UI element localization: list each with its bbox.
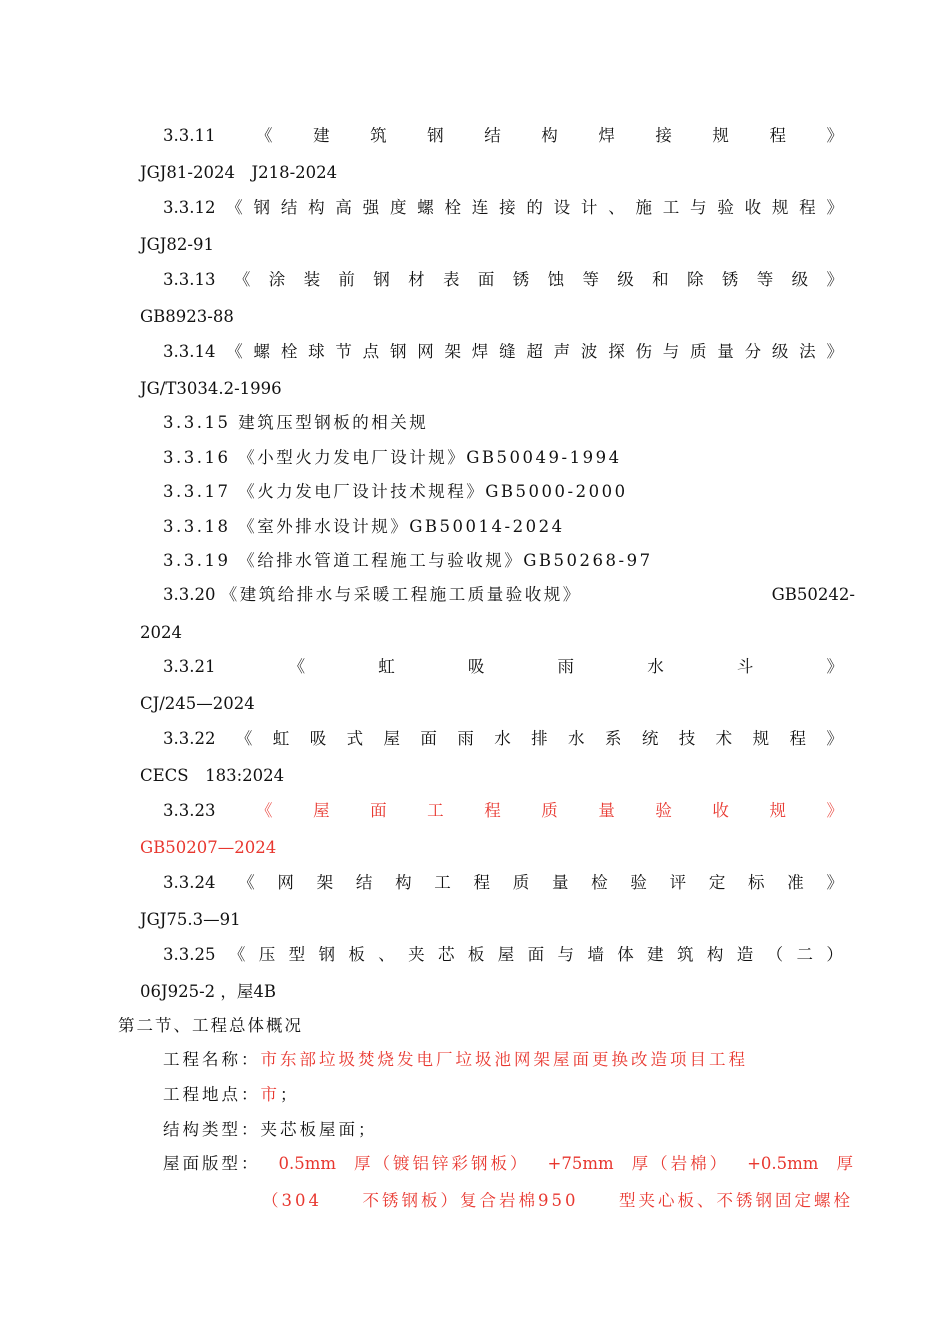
item-number: 3.3.21 — [163, 657, 216, 676]
spec-item-3-3-20 — [163, 585, 855, 605]
project-site-row — [163, 1085, 300, 1105]
item-text: 《室外排水设计规》GB50014-2024 — [238, 517, 565, 536]
spec-code: CJ/245—2024 — [140, 694, 255, 713]
project-structure-value: 夹芯板屋面； — [260, 1120, 378, 1139]
item-number: 3.3.20 — [163, 585, 216, 604]
project-name-row — [163, 1050, 748, 1070]
spec-item-3-3-17 — [163, 482, 628, 502]
item-text: 《建筑给排水与采暖工程施工质量验收规》 — [220, 585, 582, 604]
spec-item-3-3-25: 3.3.25 《 压 型 钢 板 、 夹 芯 板 屋 面 与 墙 体 建 筑 构 造 （ 二 ） — [163, 945, 843, 964]
project-panel-label: 屋面版型： — [163, 1154, 261, 1173]
spec-code: 2024 — [140, 623, 182, 642]
project-panel-continued: （304 不锈钢板）复合岩棉950 型夹心板、不锈钢固定螺栓 — [262, 1191, 853, 1210]
item-number: 3.3.24 — [163, 873, 216, 892]
item-number: 3.3.12 — [163, 198, 216, 217]
item-number: 3.3.22 — [163, 729, 216, 748]
project-name-label: 工程名称： — [163, 1050, 261, 1069]
spec-code: JGJ82-91 — [140, 235, 214, 254]
spec-code: GB50207—2024 — [140, 838, 277, 857]
project-site-label: 工程地点： — [163, 1085, 261, 1104]
item-number: 3.3.16 — [163, 448, 231, 467]
spec-item-3-3-12: 3.3.12 《 钢 结 构 高 强 度 螺 栓 连 接 的 设 计 、 施 工 与 验 收 规 程 》 — [163, 198, 843, 217]
spec-code: GB50242- — [771, 585, 855, 604]
item-text: 《给排水管道工程施工与验收规》GB50268-97 — [238, 551, 653, 570]
spec-code: GB8923-88 — [140, 307, 234, 326]
item-number: 3.3.19 — [163, 551, 231, 570]
item-text: 建筑压型钢板的相关规 — [238, 413, 429, 432]
spec-code: 06J925-2 ，屋4B — [140, 982, 277, 1001]
item-number: 3.3.15 — [163, 413, 231, 432]
spec-item-3-3-18 — [163, 517, 565, 537]
project-structure-row — [163, 1120, 378, 1140]
spec-item-3-3-11: 3.3.11 《 建 筑 钢 结 构 焊 接 规 程 》 — [163, 126, 843, 145]
item-number: 3.3.11 — [163, 126, 216, 145]
spec-code: JGJ75.3—91 — [140, 910, 241, 929]
spec-item-3-3-15 — [163, 413, 428, 433]
section-title: 第二节、工程总体概况 — [118, 1016, 303, 1035]
spec-item-3-3-24: 3.3.24 《 网 架 结 构 工 程 质 量 检 验 评 定 标 准 》 — [163, 873, 843, 892]
project-name-value: 市东部垃圾焚烧发电厂垃圾池网架屋面更换改造项目工程 — [260, 1050, 748, 1069]
item-number: 3.3.13 — [163, 270, 216, 289]
spec-code: JGJ81-2024 J218-2024 — [140, 163, 338, 182]
item-text: 《小型火力发电厂设计规》GB50049-1994 — [238, 448, 622, 467]
spec-code: JG/T3034.2-1996 — [140, 379, 282, 398]
spec-item-3-3-13: 3.3.13 《 涂 装 前 钢 材 表 面 锈 蚀 等 级 和 除 锈 等 级 》 — [163, 270, 843, 289]
project-structure-label: 结构类型： — [163, 1120, 261, 1139]
item-number: 3.3.25 — [163, 945, 216, 964]
item-number: 3.3.18 — [163, 517, 231, 536]
spec-item-3-3-23: 3.3.23 《 屋 面 工 程 质 量 验 收 规 》 — [163, 801, 843, 820]
project-site-end: ； — [280, 1085, 300, 1104]
spec-code: CECS 183:2024 — [140, 766, 285, 785]
spec-item-3-3-14: 3.3.14 《 螺 栓 球 节 点 钢 网 架 焊 缝 超 声 波 探 伤 与 质 量 分 级 法 》 — [163, 342, 843, 361]
spec-item-3-3-21: 3.3.21 《 虹 吸 雨 水 斗 》 — [163, 657, 843, 676]
spec-item-3-3-22: 3.3.22 《 虹 吸 式 屋 面 雨 水 排 水 系 统 技 术 规 程 》 — [163, 729, 843, 748]
spec-item-3-3-19 — [163, 551, 653, 571]
item-number: 3.3.23 — [163, 801, 216, 820]
item-number: 3.3.17 — [163, 482, 231, 501]
project-panel-row: 屋面版型： 0.5mm 厚（镀铝锌彩钢板） +75mm 厚（岩棉） +0.5mm 厚 — [163, 1154, 853, 1173]
item-text: 《火力发电厂设计技术规程》GB5000-2000 — [238, 482, 628, 501]
item-number: 3.3.14 — [163, 342, 216, 361]
project-site-value: 市 — [260, 1085, 280, 1104]
spec-item-3-3-16 — [163, 448, 622, 468]
